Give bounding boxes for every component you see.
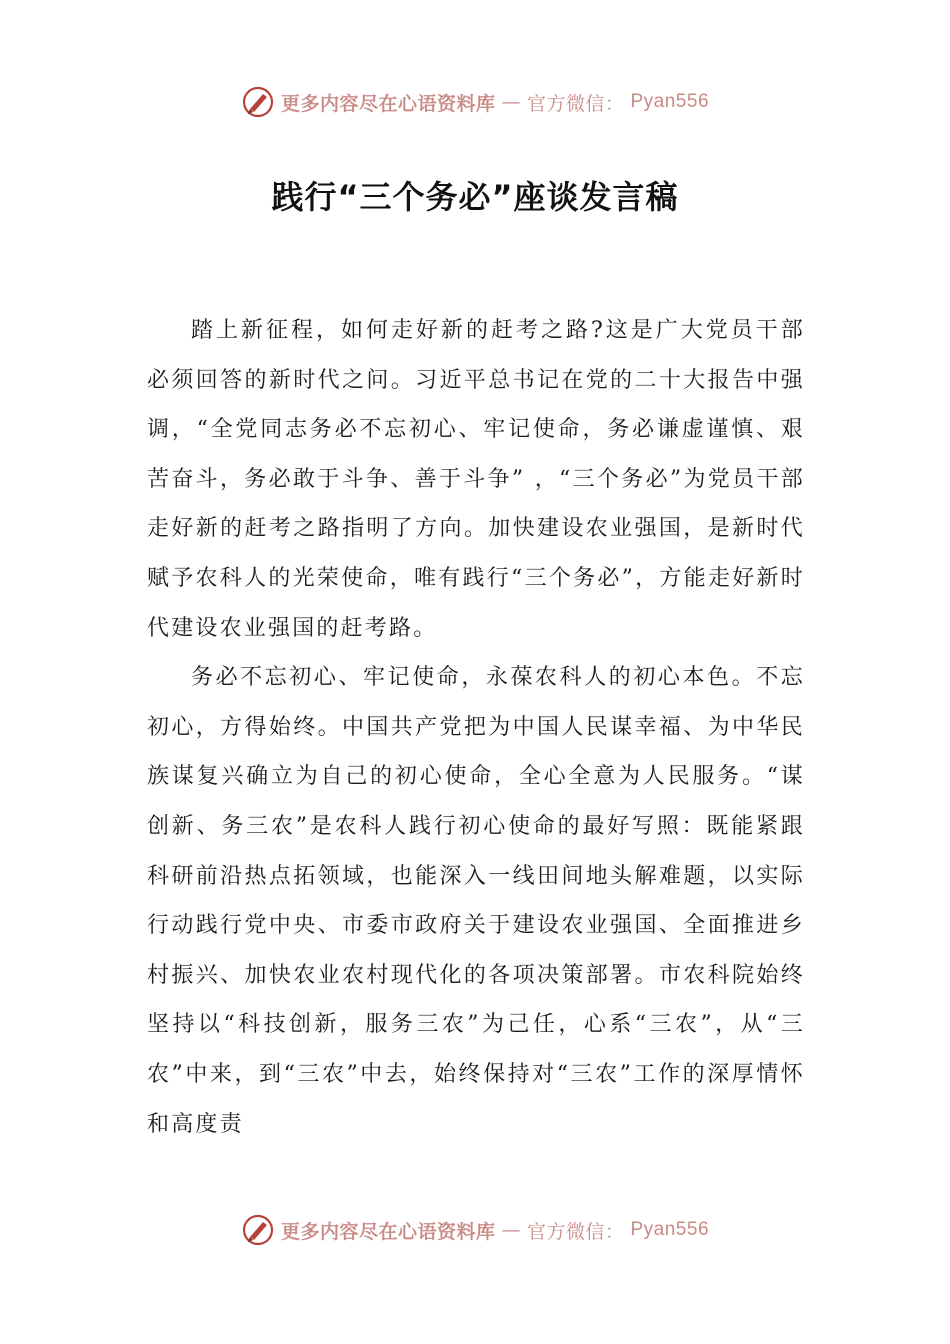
header-watermark	[0, 82, 950, 122]
document-body	[147, 306, 805, 1149]
footer-watermark	[0, 1210, 950, 1250]
watermark-brand-text: 更多内容尽在心语资料库	[280, 1220, 496, 1243]
pen-circle-icon	[241, 85, 275, 119]
paragraph-1: 踏上新征程，如何走好新的赶考之路?这是广大党员干部必须回答的新时代之问。习近平总书记在党的二十大报告中强调，“全党同志务必不忘初心、牢记使命，务必谦虚谨慎、艰苦奋斗，务必敢于斗争、善于斗争” ，“三个务必”为党员干部走好新的赶考之路指明了方向。加快建设农业强国，是新时代赋予农科人的光荣使命，唯有践行“三个务必”，方能走好新时代建设农业强国的赶考路。	[147, 318, 805, 641]
watermark-contact-id: Pyan556	[630, 91, 710, 112]
pen-circle-icon	[241, 1213, 275, 1247]
watermark-dash: —	[501, 91, 521, 113]
watermark-dash: —	[501, 1219, 521, 1241]
watermark-brand-text: 更多内容尽在心语资料库	[280, 92, 496, 115]
document-title: 践行“三个务必”座谈发言稿	[271, 178, 679, 216]
paragraph-2: 务必不忘初心、牢记使命，永葆农科人的初心本色。不忘初心，方得始终。中国共产党把为中国人民谋幸福、为中华民族谋复兴确立为自己的初心使命，全心全意为人民服务。“谋创新、务三农”是农科人践行初心使命的最好写照：既能紧跟科研前沿热点拓领域，也能深入一线田间地头解难题，以实际行动践行党中央、市委市政府关于建设农业强国、全面推进乡村振兴、加快农业农村现代化的各项决策部署。市农科院始终坚持以“科技创新，服务三农”为己任，心系“三农”，从“三农”中来，到“三农”中去，始终保持对“三农”工作的深厚情怀和高度责	[147, 665, 805, 1137]
watermark-contact-label: 官方微信：	[526, 1220, 625, 1243]
watermark-contact-label: 官方微信：	[526, 92, 625, 115]
watermark-contact-id: Pyan556	[630, 1219, 710, 1240]
